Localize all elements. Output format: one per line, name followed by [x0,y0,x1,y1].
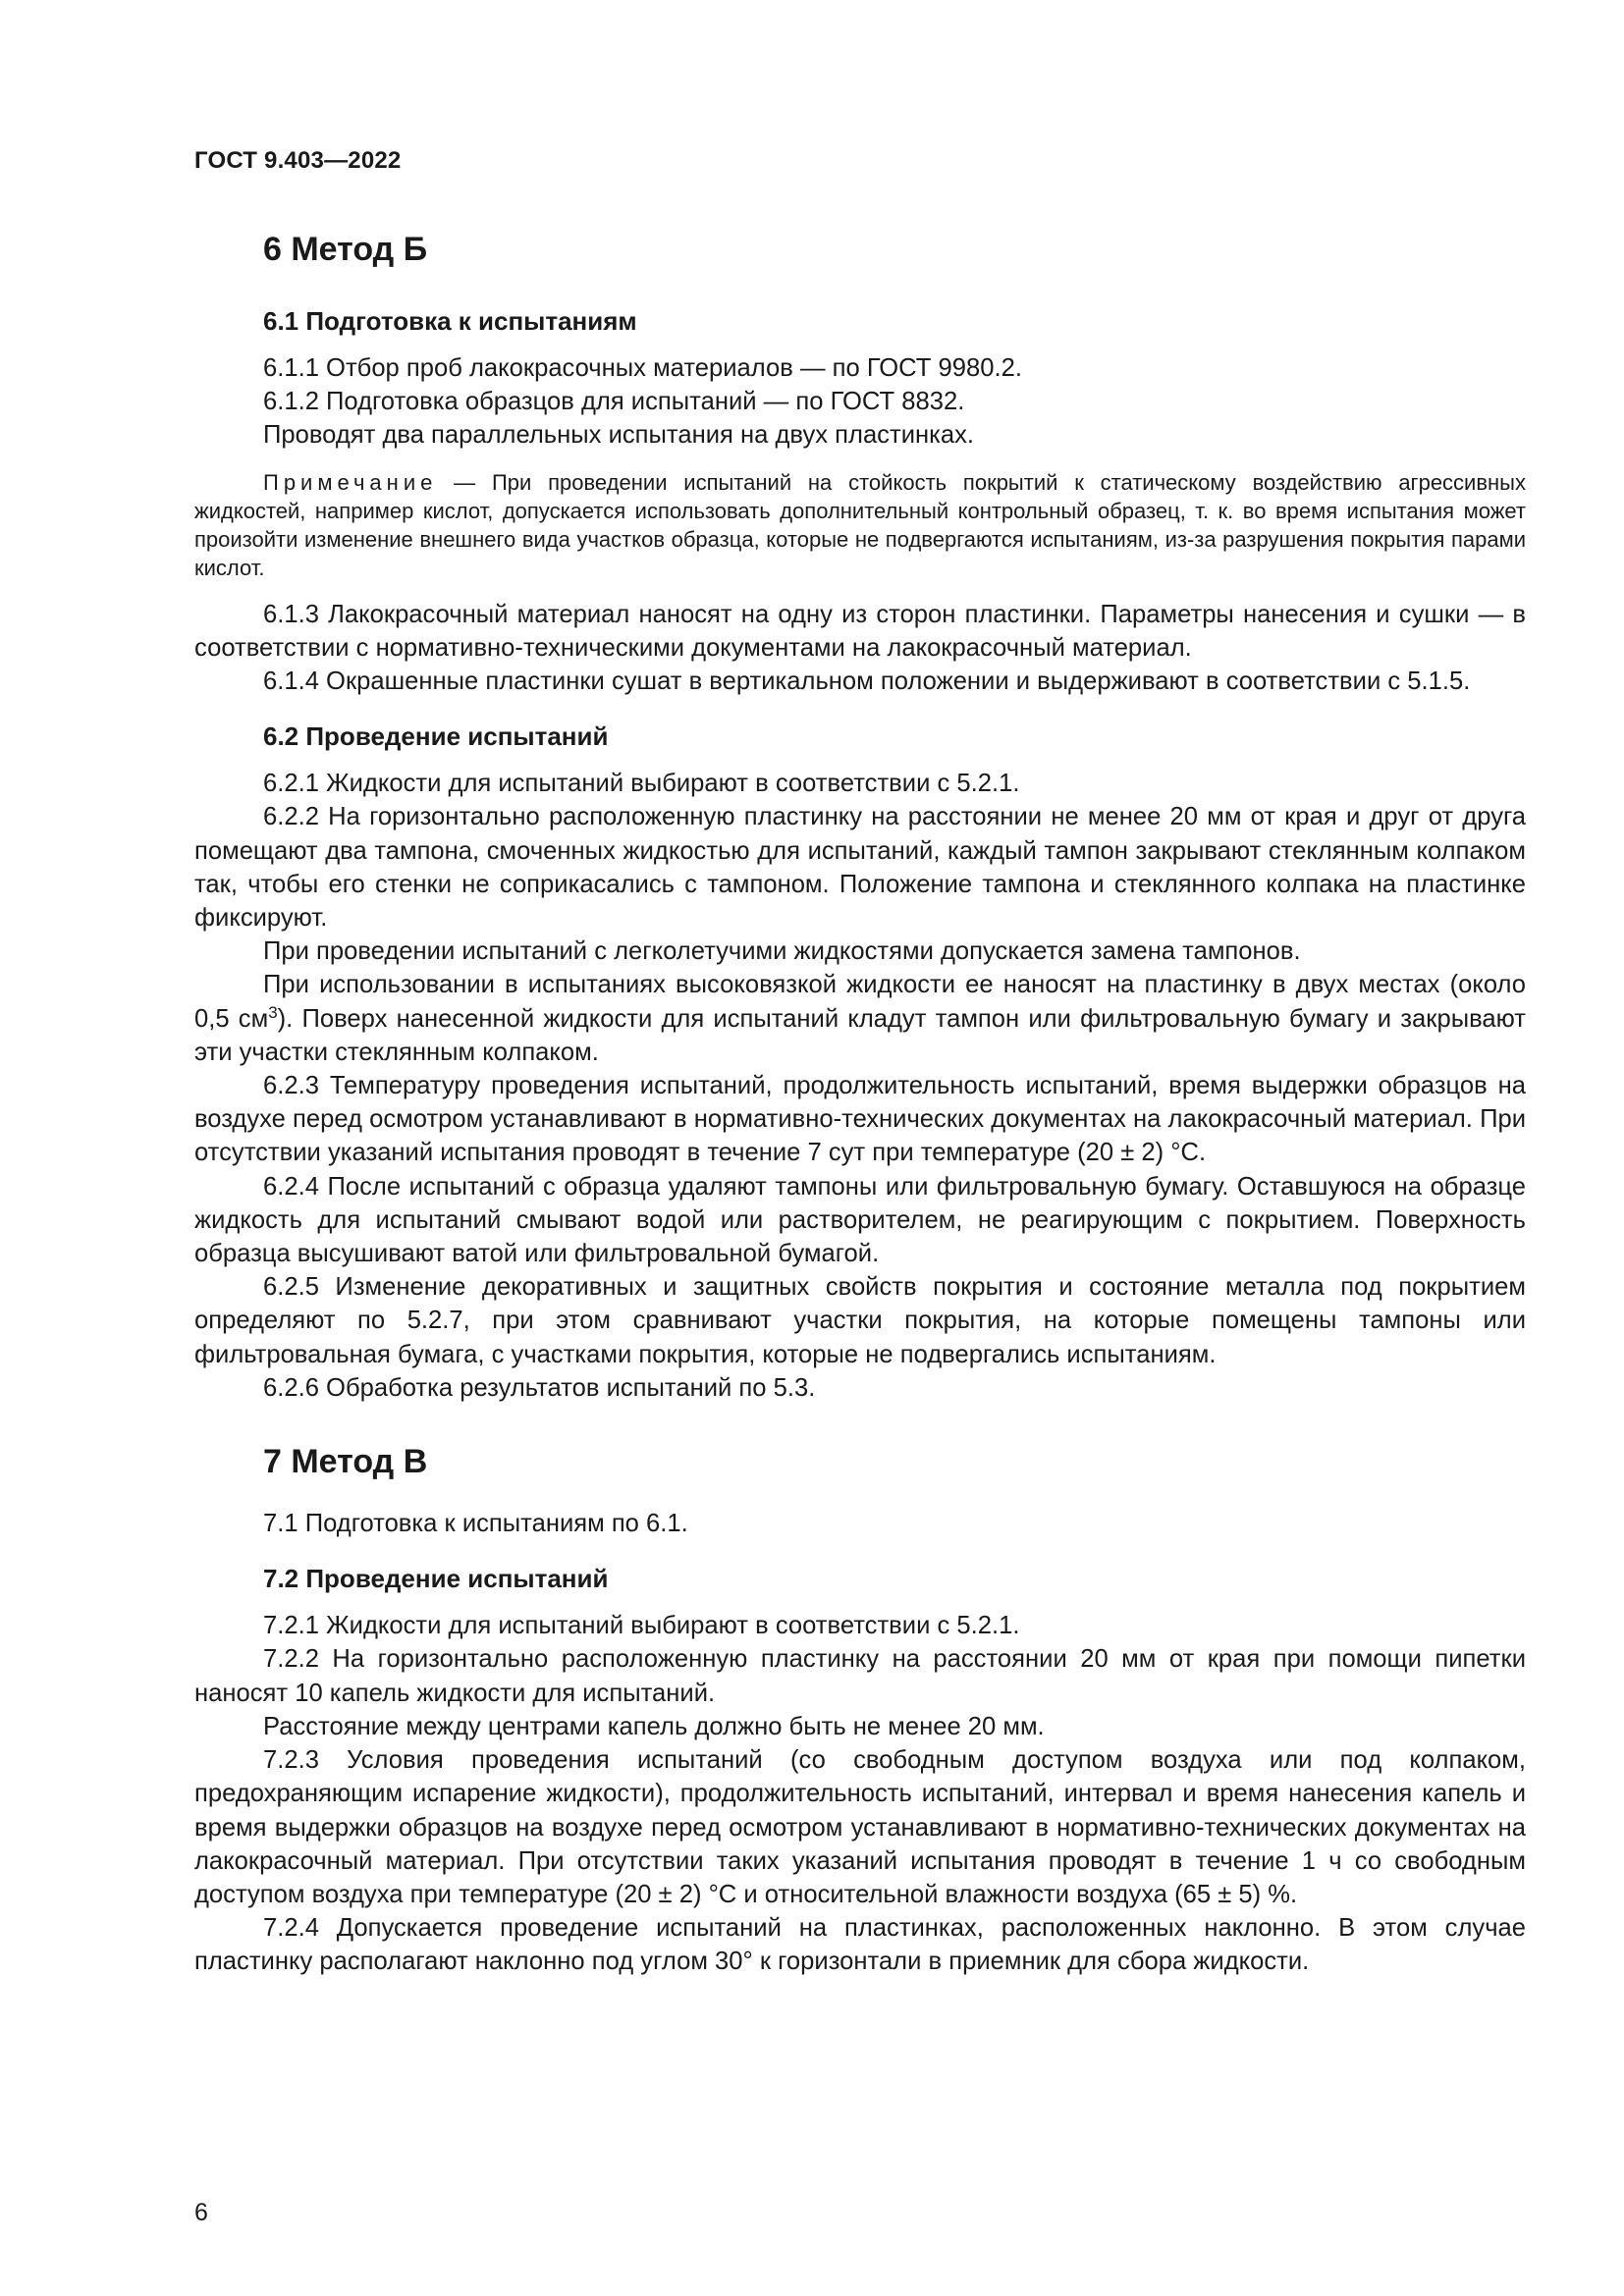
paragraph-6-2-6: 6.2.6 Обработка результатов испытаний по 5.3. [263,1373,816,1402]
paragraph-6-2-2-c-after: ). Поверх нанесенной жидкости для испытаний кладут тампон или фильтровальную бумагу и закрывают эти участки стеклянным колпаком. [194,1004,1526,1066]
paragraph-7-2-1: 7.2.1 Жидкости для испытаний выбирают в соответствии с 5.2.1. [263,1612,1020,1640]
paragraph-7-1: 7.1 Подготовка к испытаниям по 6.1. [263,1510,688,1538]
note-label: Примечание [263,469,438,495]
paragraph-6-2-2-b: При проведении испытаний с легколетучими жидкостями допускается замена тампонов. [263,937,1301,966]
paragraph-6-1-1: 6.1.1 Отбор проб лакокрасочных материалов — по ГОСТ 9980.2. [263,354,1022,382]
paragraph-6-2-5: 6.2.5 Изменение декоративных и защитных свойств покрытия и состояние металла под покрытием определяют по 5.2.7, при этом сравнивают участки покрытия, на которые помещены тампоны или фильтровальная бумага, с участками покрытия, которые не подвергались испытаниям. [194,1273,1526,1368]
page-number: 6 [194,2199,208,2226]
section-6-title: 6 Метод Б [263,231,428,268]
paragraph-7-2-2: 7.2.2 На горизонтально расположенную пластинку на расстоянии 20 мм от края при помощи пипетки наносят 10 капель жидкости для испытаний. [194,1645,1526,1707]
paragraph-7-2-4: 7.2.4 Допускается проведение испытаний на пластинках, расположенных наклонно. В этом случае пластинку располагают наклонно под углом 30° к горизонтали в приемник для сбора жидкости. [194,1914,1526,1976]
paragraph-6-1-4: 6.1.4 Окрашенные пластинки сушат в вертикальном положении и выдерживают в соответствии с 5.1.5. [263,667,1471,696]
document-body [194,218,1526,1979]
paragraph-6-2-1: 6.2.1 Жидкости для испытаний выбирают в соответствии с 5.2.1. [263,770,1020,798]
note-text: — При проведении испытаний на стойкость покрытий к статическому воздействию агрессивных жидкостей, например кислот, допускается использовать дополнительный контрольный образец, т. к. во время испытания может произойти изменение внешнего вида участков образца, которые не подвергаются испытаниям, из-за разрушения покрытия парами кислот. [194,469,1526,580]
paragraph-6-2-2: 6.2.2 На горизонтально расположенную пластинку на расстоянии не менее 20 мм от края и друг от друга помещают два тампона, смоченных жидкостью для испытаний, каждый тампон закрывают стеклянным колпаком так, чтобы его стенки не соприкасались с тампоном. Положение тампона и стеклянного колпака на пластинке фиксируют. [194,803,1526,933]
section-7-title: 7 Метод В [263,1443,428,1481]
paragraph-6-2-3: 6.2.3 Температуру проведения испытаний, продолжительность испытаний, время выдержки образцов на воздухе перед осмотром устанавливают в нормативно-технических документах на лакокрасочный материал. При отсутствии указаний испытания проводят в течение 7 сут при температуре (20 ± 2) °С. [194,1072,1526,1167]
subsection-7-2-title: 7.2 Проведение испытаний [263,1564,609,1594]
document-header-code: ГОСТ 9.403—2022 [194,147,402,174]
paragraph-6-2-4: 6.2.4 После испытаний с образца удаляют тампоны или фильтровальную бумагу. Оставшуюся на образце жидкость для испытаний смывают водой или растворителем, не реагирующим с покрытием. Поверхность образца высушивают ватой или фильтровальной бумагой. [194,1172,1526,1268]
paragraph-7-2-2-b: Расстояние между центрами капель должно быть не менее 20 мм. [263,1712,1045,1740]
note-6-1 [194,468,1526,582]
superscript-cubic: 3 [268,1002,278,1022]
paragraph-6-1-3: 6.1.3 Лакокрасочный материал наносят на одну из сторон пластинки. Параметры нанесения и сушки — в соответствии с нормативно-техническими документами на лакокрасочный материал. [194,600,1526,662]
paragraph-6-1-2-b: Проводят два параллельных испытания на двух пластинках. [263,421,975,450]
paragraph-7-2-3: 7.2.3 Условия проведения испытаний (со свободным доступом воздуха или под колпаком, предохраняющим испарение жидкости), продолжительность испытаний, интервал и время нанесения капель и время выдержки образцов на воздухе перед осмотром устанавливают в нормативно-технических документах на лакокрасочный материал. При отсутствии таких указаний испытания проводят в течение 1 ч со свободным доступом воздуха при температуре (20 ± 2) °С и относительной влажности воздуха (65 ± 5) %. [194,1746,1526,1908]
subsection-6-1-title: 6.1 Подготовка к испытаниям [263,306,637,336]
paragraph-6-2-2-c [194,968,1526,1069]
paragraph-6-1-2: 6.1.2 Подготовка образцов для испытаний — по ГОСТ 8832. [263,388,965,416]
paragraph-6-2-2-c-before: При использовании в испытаниях высоковязкой жидкости ее наносят на пластинку в двух местах (около 0,5 см [194,971,1526,1033]
subsection-6-2-title: 6.2 Проведение испытаний [263,721,609,752]
